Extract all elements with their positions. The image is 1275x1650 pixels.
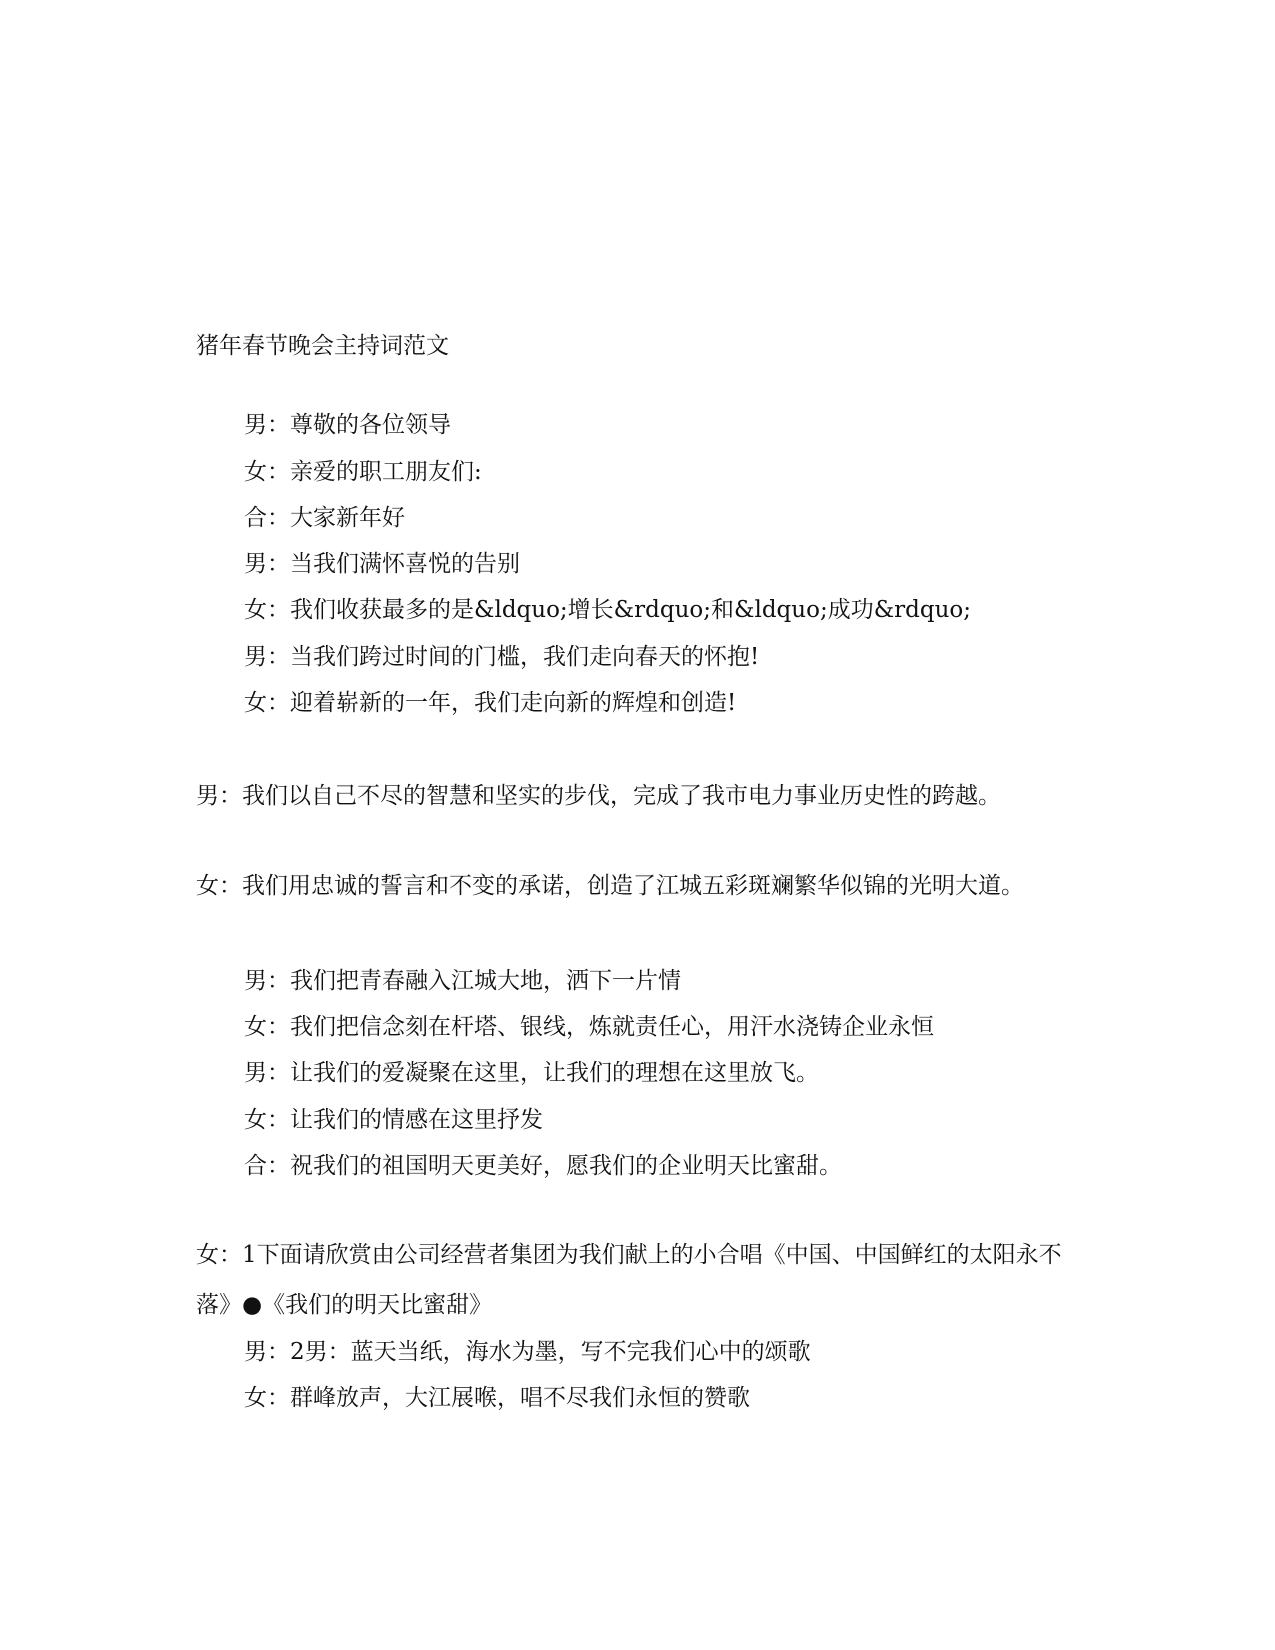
dialogue-line: 女：我们收获最多的是&ldquo;增长&rdquo;和&ldquo;成功&rdquo; xyxy=(244,597,972,623)
dialogue-paragraph: 男：我们以自己不尽的智慧和坚实的步伐，完成了我市电力事业历史性的跨越。 xyxy=(196,783,1001,809)
dialogue-paragraph: 女：我们用忠诚的誓言和不变的承诺，创造了江城五彩斑斓繁华似锦的光明大道。 xyxy=(196,873,1024,899)
dialogue-line: 男：我们把青春融入江城大地，洒下一片情 xyxy=(244,968,681,994)
dialogue-line: 男：让我们的爱凝聚在这里，让我们的理想在这里放飞。 xyxy=(244,1060,819,1086)
dialogue-paragraph: 女：1下面请欣赏由公司经营者集团为我们献上的小合唱《中国、中国鲜红的太阳永不落》●《我们的明天比蜜甜》 xyxy=(196,1242,1062,1318)
dialogue-line: 男：当我们跨过时间的门槛，我们走向春天的怀抱! xyxy=(244,644,760,670)
dialogue-line: 女：迎着崭新的一年，我们走向新的辉煌和创造! xyxy=(244,690,737,716)
dialogue-line: 合：祝我们的祖国明天更美好，愿我们的企业明天比蜜甜。 xyxy=(244,1153,842,1179)
dialogue-line: 男：当我们满怀喜悦的告别 xyxy=(244,551,520,577)
dialogue-line: 合：大家新年好 xyxy=(244,505,405,531)
dialogue-line: 女：让我们的情感在这里抒发 xyxy=(244,1107,543,1133)
dialogue-line: 女：我们把信念刻在杆塔、银线，炼就责任心，用汗水浇铸企业永恒 xyxy=(244,1014,934,1040)
dialogue-line: 男：尊敬的各位领导 xyxy=(244,412,451,438)
document-title: 猪年春节晚会主持词范文 xyxy=(196,333,449,359)
dialogue-line: 女：亲爱的职工朋友们: xyxy=(244,459,482,485)
dialogue-line: 女：群峰放声，大江展喉，唱不尽我们永恒的赞歌 xyxy=(244,1385,750,1411)
dialogue-line: 男：2男：蓝天当纸，海水为墨，写不完我们心中的颂歌 xyxy=(244,1339,811,1365)
